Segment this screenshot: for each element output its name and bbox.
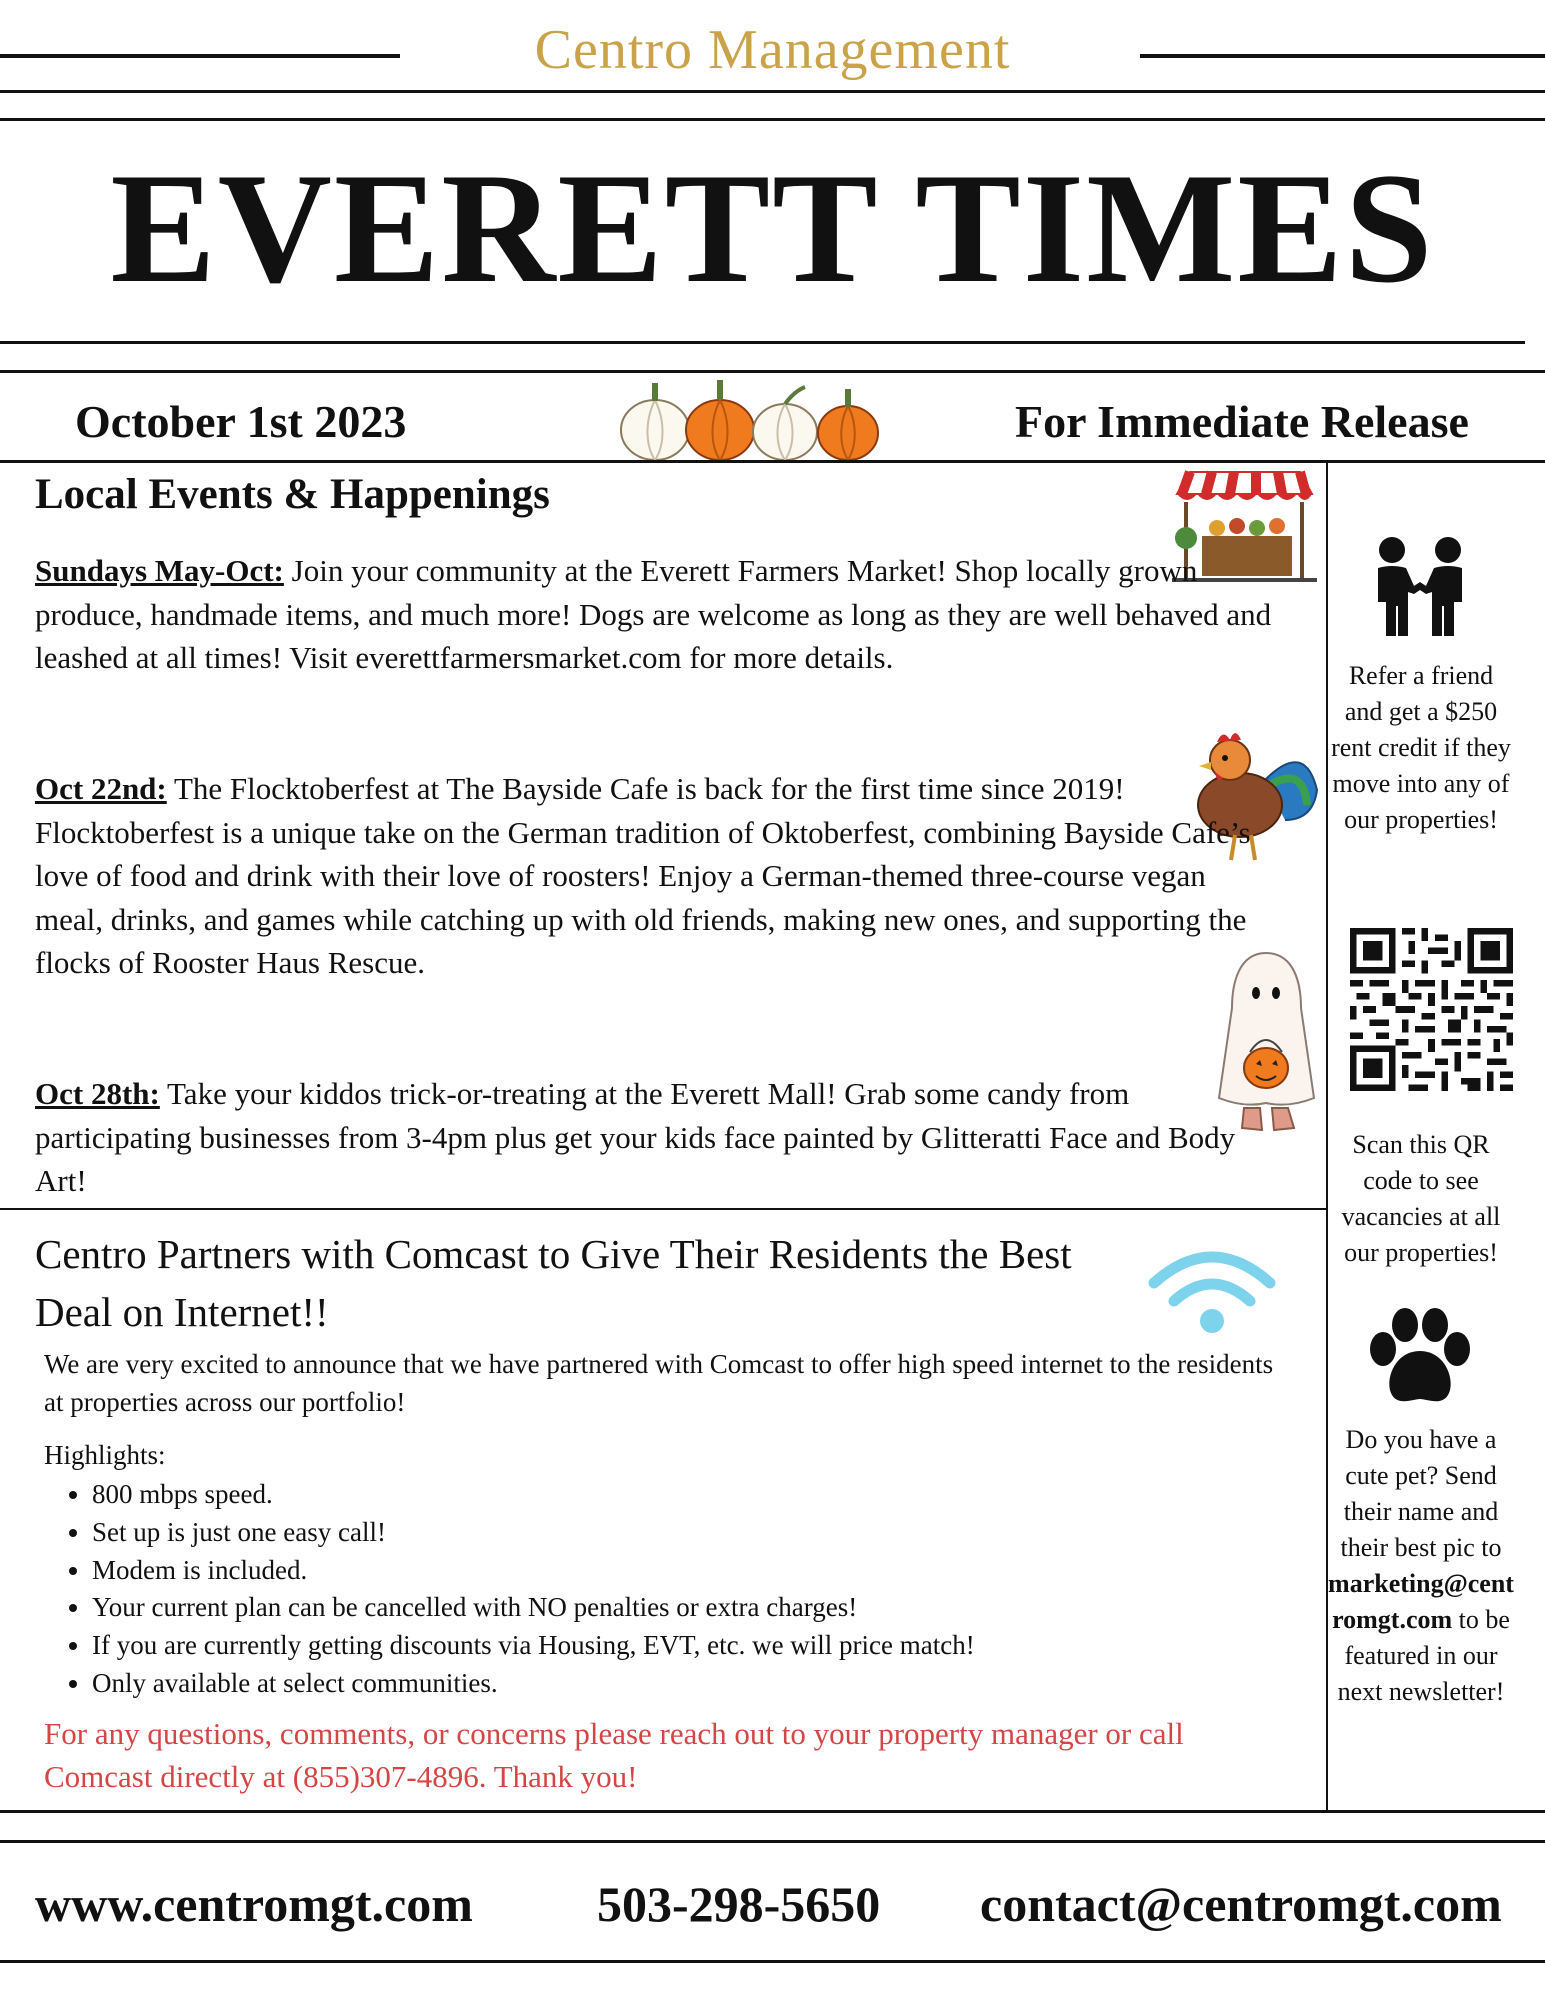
qr-code-icon[interactable]	[1350, 928, 1513, 1091]
pet-email-link[interactable]: marketing@centromgt.com	[1328, 1569, 1514, 1634]
highlights-label: Highlights:	[44, 1440, 166, 1470]
rule	[0, 118, 1545, 121]
rule	[0, 1810, 1545, 1813]
issue-date: October 1st 2023	[75, 396, 407, 447]
list-item: • 800 mbps speed.	[92, 1476, 975, 1514]
friends-icon	[1370, 536, 1470, 638]
rule	[0, 460, 1545, 463]
article-title: Centro Partners with Comcast to Give Their Residents the Best Deal on Internet!!	[35, 1231, 1072, 1335]
list-item: • Only available at select communities.	[92, 1665, 975, 1703]
event-date: Oct 28th:	[35, 1076, 160, 1111]
event-farmers-market	[35, 549, 1280, 680]
event-date: Sundays May-Oct:	[35, 553, 284, 588]
event-trick-or-treat	[35, 1072, 1280, 1203]
rule	[0, 370, 1545, 373]
paw-icon	[1365, 1307, 1475, 1407]
wifi-icon	[1148, 1245, 1276, 1335]
pet-text-tail: to be featured in our next newsletter!	[1337, 1605, 1510, 1706]
event-date: Oct 22nd:	[35, 771, 167, 806]
event-flocktoberfest	[35, 767, 1280, 985]
release-label: For Immediate Release	[1015, 396, 1469, 447]
rule	[0, 90, 1545, 93]
list-item: • Set up is just one easy call!	[92, 1514, 975, 1552]
event-description: Take your kiddos trick-or-treating at the Everett Mall! Grab some candy from participating businesses from 3-4pm plus get your kids face painted by Glitteratti Face and Body Art!	[35, 1076, 1236, 1198]
article-body: We are very excited to announce that we have partnered with Comcast to offer high speed internet to the residents at properties across our portfolio!	[44, 1349, 1274, 1417]
footer-website-link[interactable]: www.centromgt.com	[35, 1876, 473, 1932]
list-item: • Your current plan can be cancelled with NO penalties or extra charges!	[92, 1589, 975, 1627]
rule	[0, 1960, 1545, 1963]
qr-text: Scan this QR code to see vacancies at all our properties!	[1341, 1130, 1501, 1267]
list-item: • If you are currently getting discounts via Housing, EVT, etc. we will price match!	[92, 1627, 975, 1665]
rule	[0, 1208, 1326, 1210]
event-description: Join your community at the Everett Farmers Market! Shop locally grown produce, handmade items, and much more! Dogs are welcome as long as they are well behaved and leashed at all times! Visit everettfarmersmarket.com for more details.	[35, 553, 1272, 675]
contact-note: For any questions, comments, or concerns please reach out to your property manager or call Comcast directly at (855)307-4896. Thank you!	[44, 1716, 1184, 1794]
pet-text-lead: Do you have a cute pet? Send their name and their best pic to	[1340, 1425, 1502, 1562]
pet-text	[1328, 1422, 1514, 1710]
brand-name: Centro Management	[534, 19, 1011, 81]
pumpkins-icon	[615, 375, 885, 465]
footer-phone[interactable]: 503-298-5650	[597, 1876, 881, 1932]
referral-text: Refer a friend and get a $250 rent credit if they move into any of our properties!	[1331, 661, 1511, 834]
highlights-list	[44, 1476, 975, 1703]
masthead-title: EVERETT TIMES	[110, 141, 1435, 316]
rule	[0, 341, 1525, 344]
rule	[0, 1840, 1545, 1843]
events-title: Local Events & Happenings	[35, 471, 550, 518]
footer-email-link[interactable]: contact@centromgt.com	[980, 1876, 1502, 1932]
event-description: The Flocktoberfest at The Bayside Cafe is back for the first time since 2019! Flocktoberfest is a unique take on the German tradition of Oktoberfest, combining Bayside Cafe’s love of food and drink with their love of roosters! Enjoy a German-themed three-course vegan meal, drinks, and games while catching up with old friends, making new ones, and supporting the flocks of Rooster Haus Rescue.	[35, 771, 1251, 980]
list-item: • Modem is included.	[92, 1552, 975, 1590]
